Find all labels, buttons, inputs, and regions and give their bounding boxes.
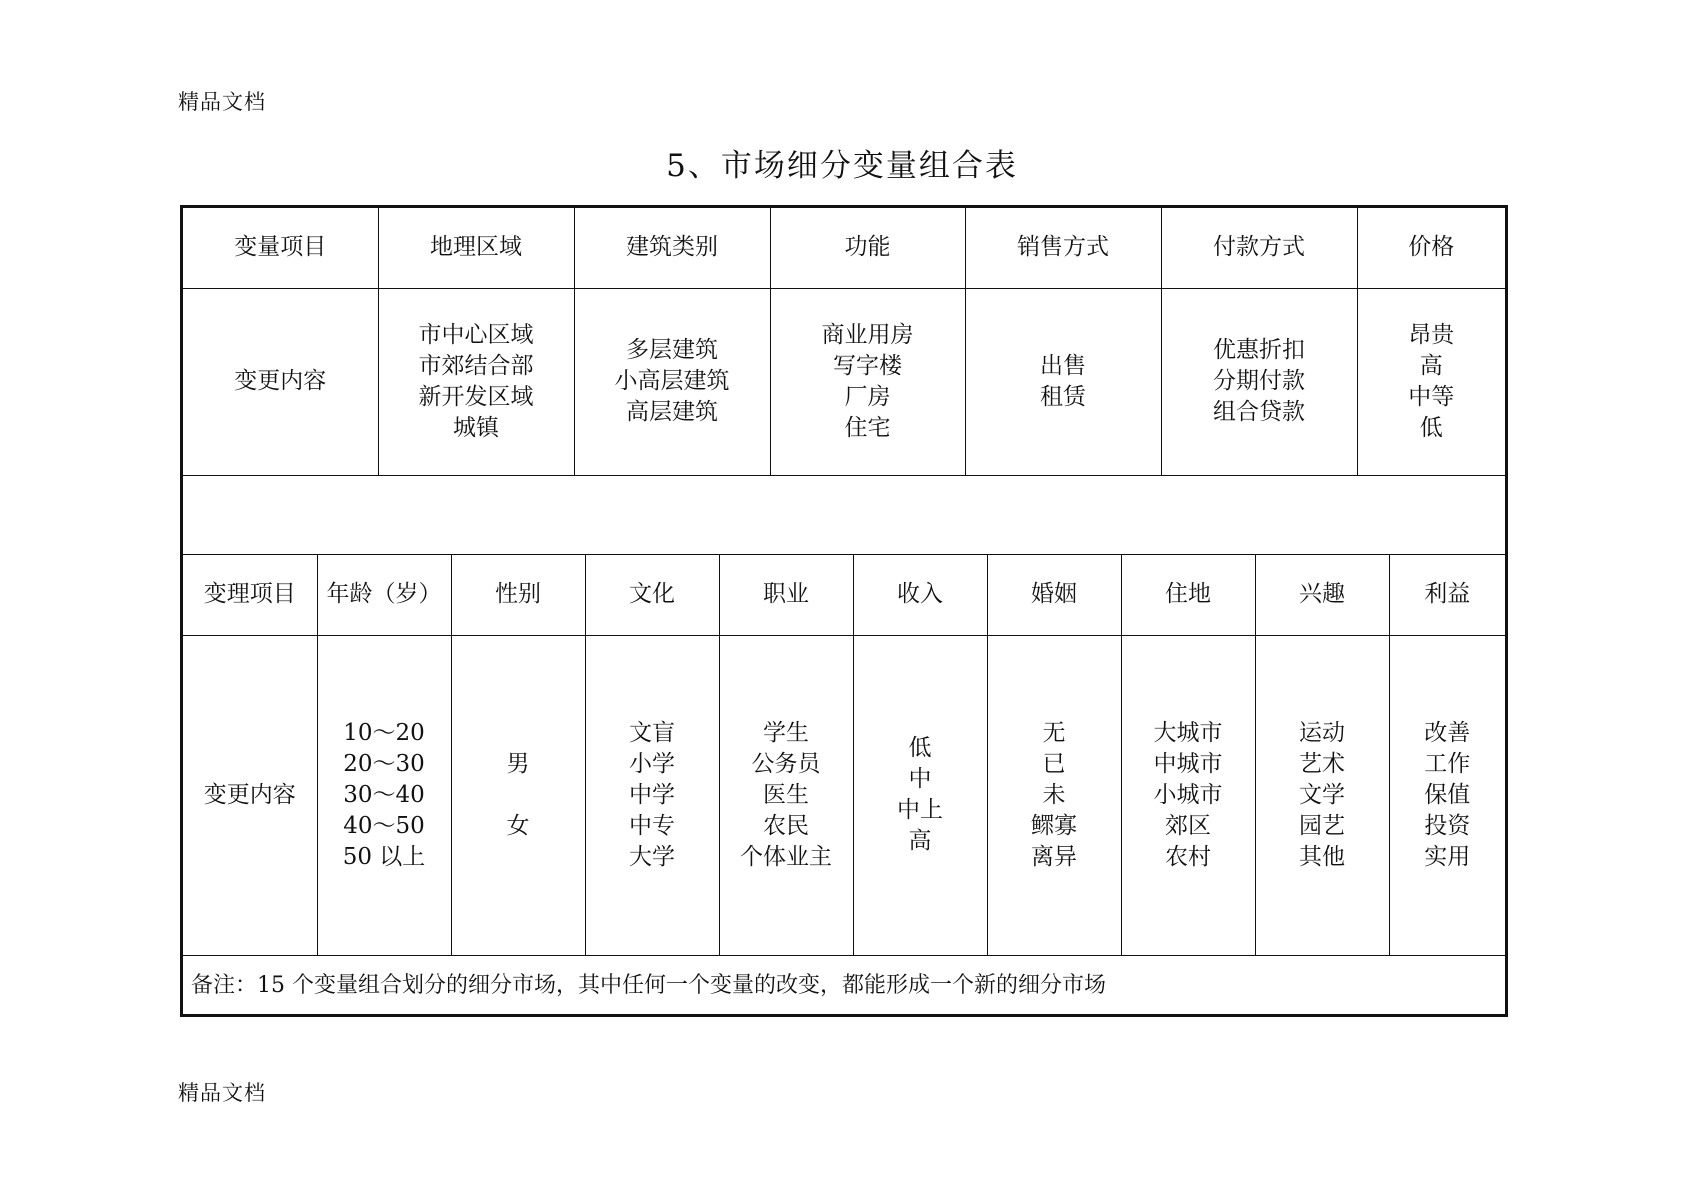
cell-line: 保值 [1424, 781, 1471, 808]
table2-cell [1121, 635, 1255, 955]
cell-line: 组合贷款 [1213, 399, 1305, 425]
cell-line: 商业用房 [821, 321, 914, 348]
table2-cell [451, 635, 585, 955]
cell-line: 小城市 [1153, 781, 1223, 808]
cell-line: 昂贵 [1408, 321, 1455, 348]
table2-header-cell: 性别 [451, 555, 585, 635]
cell-line: 租赁 [1040, 383, 1086, 410]
cell-line: 男 [506, 750, 530, 777]
cell-line: 中专 [629, 812, 675, 839]
cell-line: 多层建筑 [626, 337, 718, 363]
cell-line: 20～30 [343, 750, 425, 777]
cell-line: 中 [908, 766, 932, 792]
cell-line: 园艺 [1299, 812, 1345, 839]
table1-header-cell: 功能 [770, 208, 965, 288]
cell-line: 低 [1419, 414, 1443, 441]
table2-cell [1255, 635, 1389, 955]
table1-header-cell: 价格 [1357, 208, 1505, 288]
cell-line: 分期付款 [1213, 368, 1305, 394]
cell-line: 农民 [763, 812, 809, 839]
cell-line: 实用 [1424, 843, 1471, 870]
table-note: 备注：15 个变量组合划分的细分市场，其中任何一个变量的改变，都能形成一个新的细分市场 [183, 955, 1505, 1014]
table1-header-cell: 付款方式 [1161, 208, 1357, 288]
table2-header-cell: 利益 [1389, 555, 1505, 635]
cell-line: 艺术 [1299, 750, 1345, 777]
cell-line: 低 [908, 735, 932, 761]
cell-line: 小学 [629, 750, 675, 777]
cell-line: 无 [1042, 719, 1066, 746]
cell-line: 工作 [1424, 750, 1471, 777]
cell-line: 中上 [897, 797, 943, 823]
cell-line: 女 [506, 812, 530, 839]
page-title: 5、市场细分变量组合表 [666, 148, 1018, 184]
cell-line: 离异 [1031, 843, 1077, 870]
cell-line: 文盲 [629, 719, 675, 746]
cell-line: 小高层建筑 [614, 368, 730, 394]
cell-line: 医生 [763, 781, 809, 808]
cell-line [452, 780, 585, 811]
table1-row-label: 变更内容 [183, 288, 378, 475]
cell-line: 运动 [1299, 719, 1345, 746]
cell-line: 高 [1419, 352, 1443, 379]
table2-cell [1389, 635, 1505, 955]
cell-line: 未 [1042, 781, 1066, 808]
cell-line: 市中心区域 [418, 321, 534, 348]
table1-content-row [183, 288, 1505, 475]
table2-cell [987, 635, 1121, 955]
table2-header-cell: 兴趣 [1255, 555, 1389, 635]
cell-line: 出售 [1040, 352, 1086, 379]
table2-cell [853, 635, 987, 955]
cell-line: 城镇 [453, 414, 499, 441]
table-spacer-row [183, 475, 1505, 555]
cell-line: 中城市 [1153, 750, 1223, 777]
cell-line: 大城市 [1153, 719, 1223, 746]
cell-line: 10～20 [343, 719, 425, 746]
cell-line: 写字楼 [833, 352, 902, 379]
cell-line: 公务员 [751, 750, 821, 777]
cell-line: 高 [908, 828, 932, 854]
table2-cell [317, 635, 451, 955]
table2-content-row [183, 635, 1505, 955]
cell-line: 鳏寡 [1031, 812, 1077, 839]
table1-cell [770, 288, 965, 475]
cell-line: 大学 [629, 843, 675, 870]
table2-header-row [183, 555, 1505, 635]
table2-cell [585, 635, 719, 955]
table1-header-row [183, 208, 1505, 288]
segmentation-table-frame [180, 205, 1508, 1017]
table2-header-cell: 收入 [853, 555, 987, 635]
table2-header-cell: 年龄（岁） [317, 555, 451, 635]
cell-line: 其他 [1299, 843, 1345, 870]
table-geographic-variables [183, 208, 1505, 476]
cell-line: 农村 [1165, 843, 1211, 870]
table2-header-cell: 住地 [1121, 555, 1255, 635]
watermark-bottom: 精品文档 [178, 1081, 266, 1105]
table1-cell [378, 288, 574, 475]
table1-cell [965, 288, 1161, 475]
table2-header-cell: 婚姻 [987, 555, 1121, 635]
cell-line: 优惠折扣 [1213, 337, 1305, 363]
cell-line: 高层建筑 [626, 399, 718, 425]
cell-line: 30～40 [343, 781, 425, 808]
cell-line: 厂房 [844, 383, 891, 410]
table1-cell [1357, 288, 1505, 475]
table2-cell [719, 635, 853, 955]
table1-header-cell: 销售方式 [965, 208, 1161, 288]
cell-line: 50 以上 [342, 843, 426, 870]
cell-line: 学生 [763, 719, 809, 746]
cell-line: 文学 [1299, 781, 1345, 808]
cell-line: 投资 [1424, 812, 1471, 839]
cell-line: 住宅 [844, 414, 891, 441]
table2-row-label: 变更内容 [183, 635, 317, 955]
table-demographic-variables [183, 555, 1505, 956]
table2-header-cell: 文化 [585, 555, 719, 635]
cell-line: 40～50 [343, 812, 425, 839]
table2-header-cell: 职业 [719, 555, 853, 635]
table2-header-cell: 变理项目 [183, 555, 317, 635]
watermark-top: 精品文档 [178, 90, 266, 114]
cell-line: 市郊结合部 [418, 352, 534, 379]
cell-line: 已 [1042, 750, 1066, 777]
cell-line: 郊区 [1165, 812, 1211, 839]
cell-line: 中等 [1408, 383, 1455, 410]
table1-cell [1161, 288, 1357, 475]
cell-line: 中学 [629, 781, 675, 808]
table1-cell [574, 288, 770, 475]
cell-line: 新开发区域 [418, 383, 534, 410]
table1-header-cell: 地理区域 [378, 208, 574, 288]
table1-header-cell: 建筑类别 [574, 208, 770, 288]
table1-header-cell: 变量项目 [183, 208, 378, 288]
cell-line: 个体业主 [740, 843, 832, 870]
cell-line: 改善 [1424, 719, 1471, 746]
